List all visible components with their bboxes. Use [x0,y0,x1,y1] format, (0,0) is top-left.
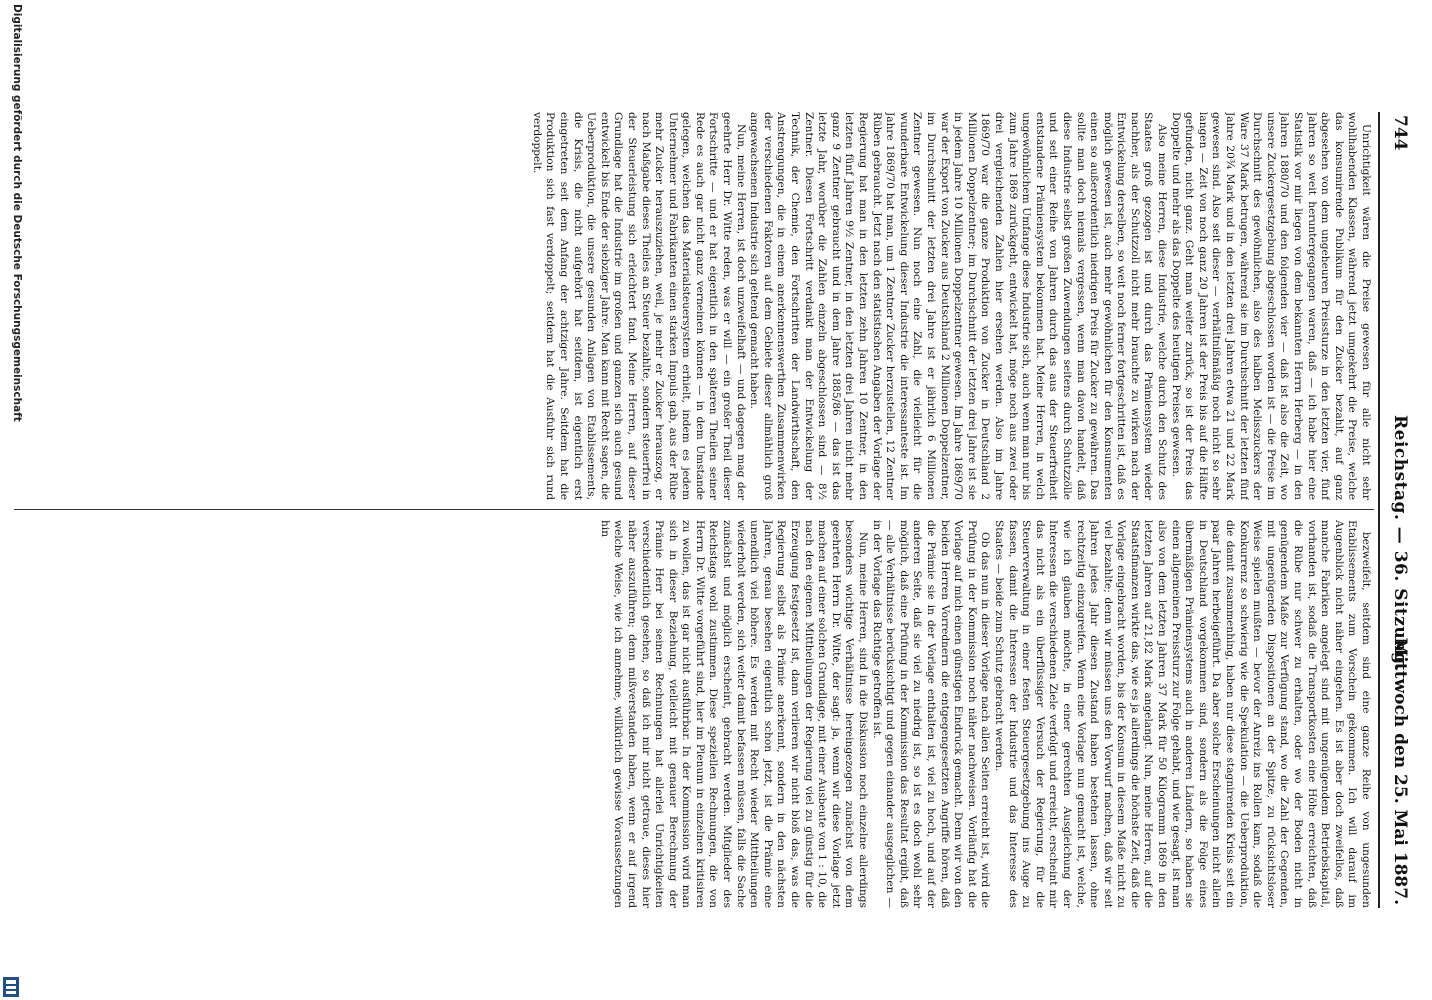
left-column [22,112,1372,500]
paragraph: Nun, meine Herren, ist doch unzweifelhaft — und dagegen mag der geehrte Herr Dr. Witte reden, was er will — ein großer Theil dieser Fortschritte — und er hat eigentlich in den späteren Theilen seiner Rede es auch gar nicht ganz verneinen können — in dem Umstande gelegen, welchen das Materialsteuersystem erhielt, indem es jedem Unternehmer und Fabrikanten einen starken Impuls gab, aus der Rübe mehr Zucker herauszuziehen, weil, je mehr er Zucker herauszog, er nach Maßgabe dieses Theiles an Steuer bezahlte, sondern steuerfrei in der Steuerleistung sich erleichtert fand. Meine Herren, auf dieser Grundlage hat die Industrie im großen und ganzen sich auch gesund entwickelt bis Ende der siebziger Jahre. Man kann mit Recht sagen, die Ueberproduktion, die unsere gesunden Anlagen von Etablissements, die Krisis, die nicht aufgehört hat seitdem, ist eigentlich erst eingetreten seit dem Anfang der achtziger Jahre. Seitdem hat die Produktion sich fast verdoppelt; seitdem hat die Ausfuhr sich rund verdoppelt. [530,112,747,500]
paragraph: Unrichtigkeit wären die Preise gewesen für alle nicht sehr wohlhabenden Klassen, während jetzt umgekehrt die Preise, welche das konsumirende Publikum für den Zucker bezahlt, auf ganz abgesehen von dem ungeheuren Preissturze in den letzten vier, fünf Jahren so weit heruntergegangen waren, daß — ich habe hier eine Statistik vor mir liegen von dem bekannten Herrn Herberg — in den Jahren 1880/70 und den folgenden vier — daß ist also die Zeit, wo unsere Zuckergesetzgebung abgeschlossen worden ist — die Preise im Durchschnitt des gewöhnlichen, also des halben Melisszuckers der Ware 37 Mark betrugen, während sie im Durchschnitt der letzten fünf Jahre 20¾ Mark und in den letzten drei Jahren etwa 21 und 22 Mark gewesen sind. Also seit dieser — verhältnißmäßig noch nicht so sehr langen — Zeit von noch ganz 20 Jahren ist der Preis bis auf die Hälfte gefunden, nicht ganz. Geht man weiter zurück, so ist der Preis das Doppelte und mehr als das Doppelte des heutigen Preises gewesen. [1169,112,1372,500]
session-date: Mittwoch den 25. Mai 1887. [1390,637,1410,905]
page-number: 744 [1390,115,1410,151]
funding-credit: Digitalisierung gefördert durch die Deutsche Forschungsgemeinschaft [11,4,23,422]
header-rule [1378,112,1380,908]
dfg-logo-icon [2,976,20,998]
column-divider [14,509,1374,510]
running-title: Reichstag. — 36. Sitzung. [1390,415,1410,671]
paragraph: Ob das nun in dieser Vorlage nach allen Seiten erreicht ist, wird die Prüfung in der Kommission noch näher nachweisen. Vorläufig hat die Vorlage auf mich einen günstigen Eindruck gemacht. Denn wir von den beiden Herren Vorrednern die entgegengesetzten Angriffe hören, daß die Prämie sie in der Vorlage enthalten ist, viel zu hoch, und auf der anderen Seite, daß sie viel zu niedrig ist, so ist es doch wohl sehr möglich, daß eine Prüfung in der Kommission das Resultat ergibt, daß — alle Verhältnisse berücksichtigt und gegen einander ausgeglichen — in der Vorlage das Richtige getroffen ist. [870,520,992,908]
digitization-footer [5,0,27,1000]
right-column [22,520,1372,908]
paragraph: bezweifelt, seitdem sind eine ganze Reihe von ungesunden Etablissements zum Vorschein gekommen. Ich will darauf im Augenblick nicht näher eingehen. Es ist aber doch zweifellos, daß manche Fabriken angelegt sind mit ungenügendem Betriebskapital, vorhanden ist, sodaß die Transportkosten eine Höhe erreichten, daß die Rübe nur schwer zu erhalten, oder wo der Boden nicht in genügendem Maße zur Verfügung stand, wo die Zahl der Gegenden, mit ungenügenden Dispositionen an der Spitze, zu rücksichtsloser Weise spielen mußten — bevor der Anreiz ins Rollen kam, sodaß die Konkurrenz so schwierig wie die Spekulation — die Ueberproduktion, die damit zusammenhing, haben nur diese stagnirenden Krisis seit ein paar Jahren herbeigeführt. Da aber solche Erscheinungen nicht allein in Deutschland vorgekommen sind, sondern als die Folge eines übermäßigen Prämiensystems auch in anderen Ländern, so haben sie einen allgemeinen Preissturz zur Folge gehabt, und wie gesagt, ist man also von dem letzten Jahren 37 Mark für 50 Kilogramm 1869 in den letzten Jahren auf 21,82 Mark angelangt. Nun, meine Herren, auf die Staatsfinanzen wirkte das, wie es ja allerdings die höchste Zeit, daß die Vorlage eingebracht worden, bis der Konsum in diesem Maße nicht zu viel bezahlte; denn wir müssen uns den Vorwurf machen, daß wir seit Jahren jedes Jahr diesen Zustand haben bestehen lassen, ohne rechtzeitig einzugreifen. Wenn eine Vorlage nun gemacht ist, welche, wie ich glauben möchte, in einer gerechten Ausgleichung der Interessen die verschiedenen Ziele verfolgt und erreicht, erscheint mir das nicht als ein überflüssiger Versuch der Regierung, für die Steuerverwaltung in einer festen Steuergesetzgebung ins Auge zu fassen, damit die Interessen der Industrie und das Interesse des Staates — beide zum Schutz gebracht werden. [992,520,1372,908]
paragraph: Also meine Herren, diese Industrie, welche durch den Schutz des Staates groß gezogen ist und durch das Prämiensystem wieder nachher, als der Schutzzoll nicht mehr brauchte zu wirken nach der Entwickelung derselben, so weit noch ferner fortgeschritten ist, daß es möglich gewesen ist, auch mehr gewöhnlichen für den Konsumenten einen so außerordentlich niedrigen Preis für Zucker zu gewähren. Das sollte man doch niemals vergessen, wenn man davon handelt, daß diese Industrie selbst großen Zuwendungen seitens durch Schutzzölle und seit einer Reihe von Jahren durch das aus der Steuerfreiheit entstandene Prämiensystem bekommen hat. Meine Herren, in welch ungewöhnlichem Umfange diese Industrie sich, auch wenn man nur bis zum Jahre 1869 zurückgeht, entwickelt hat, möge noch aus zwei oder drei vergleichenden Zahlen hier ersehen werden. Also im Jahre 1869/70 war die ganze Produktion von Zucker in Deutschland 2 Millionen Doppelzentner; im Durchschnitt der letzten drei Jahre ist sie in jedem Jahre 10 Millionen Doppelzentner gewesen. Im Jahre 1869/70 war der Export von Zucker aus Deutschland 2 Millionen Doppelzentner, im Durchschnitt der letzten drei Jahre ist er jährlich 6 Millionen Zentner gewesen. Nun noch eine Zahl, die vielleicht für die wunderbare Entwickelung dieser Industrie die interessanteste ist. Im Jahre 1869/70 hat man, um 1 Zentner Zucker herzustellen, 12 Zentner Rüben gebraucht. Jetzt nach den statistischen Angaben der Vorlage der Regierung hat man in den letzten zehn Jahren 10 Zentner, in den letzten fünf Jahren 9½ Zentner, in den letzten drei Jahren nicht mehr ganz 9 Zentner gebraucht und in dem Jahre 1885/86 — das ist das letzte Jahr, worüber die Zahlen einzeln abgeschlossen sind — 8½ Zentner. Diesen Fortschritt verdankt man der Entwickelung der Technik, der Chemie, den Fortschritten der Landwirthschaft, den Anstrengungen, die in einem anerkennenswerthen Zusammenwirken der verschiedenen Faktoren auf dem Gebiete dieser allmählich groß angewachsenen Industrie sich geltend gemacht haben. [748,112,1169,500]
paragraph: Nun, meine Herren, sind in die Diskussion noch einzelne allerdings besonders wichtige Verhältnisse hereingezogen zunächst von dem geehrten Herrn Dr. Witte, der sagt: ja, wenn wir diese Vorlage jetzt machen auf einer solchen Grundlage, mit einer Ausbeute von 1 : 10, die nach den eigenen Mittheilungen der Regierung viel zu günstig für die Erzeugung festgesetzt ist, dann verlieren wir nicht bloß das, was die Regierung selbst als Prämie anerkennt, sondern in den nächsten Jahren, genau besehen eigentlich schon jetzt, ist die Prämie eine unendlich viel höhere. Es werden mit Recht wieder Mittheilungen wiederholt werden, sich weiter damit befassen müssen, falls die Sache zunächst und möglich erscheint, gebracht werden. Mitglieder des Reichstags wohl zustimmen. Diese speziellen Rechnungen, die von Herrn Dr. Witte vorgeführt sind, hier im Plenum in einzelnen kritisiren zu wollen, das ist gar nicht ausführbar. In der Kommission wird man sich in dieser Beziehung, vielleicht mit genauer Berechnung der Prämie Herr bei seinen Rechnungen hat allerlei Unrichtigkeiten verschiedentlich gesehen, so daß ich mir nicht getraue, dieses hier näher auszuführen; denn mißverstanden haben, wenn er auf irgend welche Weise, wie ich annehme, willkürlich gewisse Voraussetzungen hin [598,520,870,908]
page-header [1380,115,1420,905]
